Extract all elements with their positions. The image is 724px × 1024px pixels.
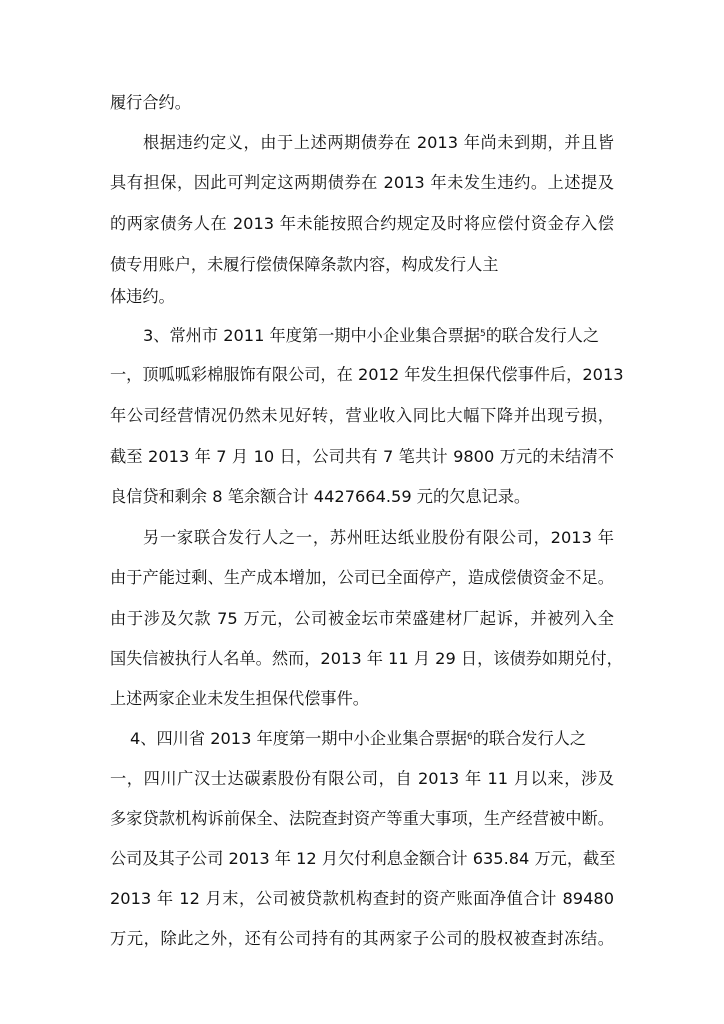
text-line xyxy=(130,728,586,750)
text-line: 由于涉及欠款 75 万元，公司被金坛市荣盛建材厂起诉，并被列入全 xyxy=(110,609,614,628)
text-segment: 3、常州市 2011 年度第一期中小企业集合票据 xyxy=(143,326,480,345)
text-segment: 4、四川省 2013 年度第一期中小企业集合票据 xyxy=(130,729,467,748)
text-line: 万元，除此之外，还有公司持有的其两家子公司的股权被查封冻结。 xyxy=(110,929,614,948)
text-line: 根据违约定义，由于上述两期债券在 2013 年尚未到期，并且皆 xyxy=(143,133,614,152)
text-line: 一，四川广汉士达碳素股份有限公司，自 2013 年 11 月以来，涉及 xyxy=(110,769,614,788)
text-line: 另一家联合发行人之一，苏州旺达纸业股份有限公司，2013 年 xyxy=(143,528,614,547)
text-segment: 的联合发行人之 xyxy=(485,326,600,345)
text-line: 公司及其子公司 2013 年 12 月欠付利息金额合计 635.84 万元，截至 xyxy=(110,849,616,868)
text-line: 债专用账户，未履行偿债保障条款内容，构成发行人主 xyxy=(110,255,499,274)
text-line xyxy=(143,325,599,347)
text-line: 国失信被执行人名单。然而，2013 年 11 月 29 日，该债券如期兑付， xyxy=(110,649,623,668)
text-line: 多家贷款机构诉前保全、法院查封资产等重大事项，生产经营被中断。 xyxy=(110,809,614,828)
footnote-marker: 5 xyxy=(479,329,486,339)
text-line: 的两家债务人在 2013 年未能按照合约规定及时将应偿付资金存入偿 xyxy=(110,214,614,233)
footnote-marker: 6 xyxy=(466,732,473,742)
text-line: 上述两家企业未发生担保代偿事件。 xyxy=(110,689,369,708)
text-line: 一，顶呱呱彩棉服饰有限公司，在 2012 年发生担保代偿事件后，2013 xyxy=(110,365,624,384)
text-line: 体违约。 xyxy=(110,287,175,306)
text-segment: 的联合发行人之 xyxy=(472,729,587,748)
text-line: 良信贷和剩余 8 笔余额合计 4427664.59 元的欠息记录。 xyxy=(110,487,531,506)
text-line: 年公司经营情况仍然未见好转，营业收入同比大幅下降并出现亏损， xyxy=(110,406,614,425)
text-line: 具有担保，因此可判定这两期债券在 2013 年未发生违约。上述提及 xyxy=(110,173,614,192)
text-line: 2013 年 12 月末，公司被贷款机构查封的资产账面净值合计 89480 xyxy=(110,889,614,908)
text-line: 履行合约。 xyxy=(110,93,191,112)
text-line: 截至 2013 年 7 月 10 日，公司共有 7 笔共计 9800 万元的未结清不 xyxy=(110,447,614,466)
text-line: 由于产能过剩、生产成本增加，公司已全面停产，造成偿债资金不足。 xyxy=(110,568,614,587)
